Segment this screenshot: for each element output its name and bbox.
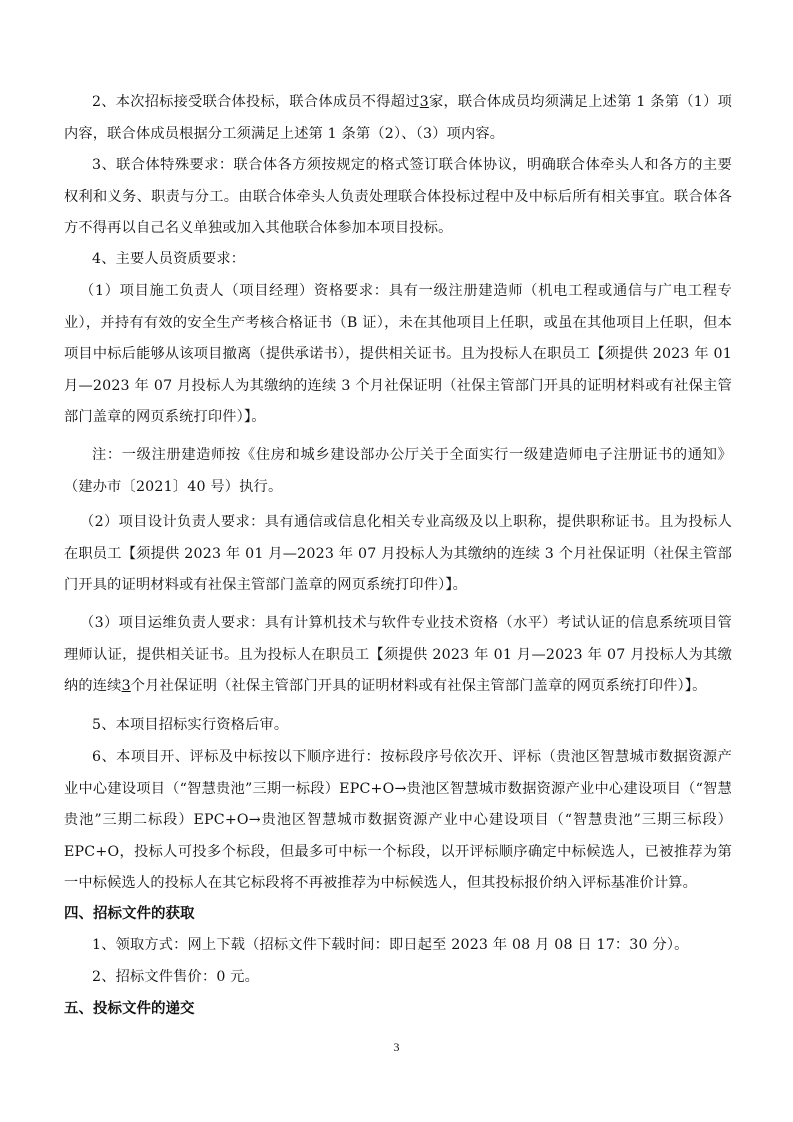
paragraph-ops-lead	[64, 608, 732, 703]
paragraph-bid-order: 6、本项目开、评标及中标按以下顺序进行：按标段序号依次开、评标（贵池区智慧城市数据资源产业中心建设项目（“智慧贵池”三期一标段）EPC+O→贵池区智慧城市数据资源产业中心建设项目（“智慧贵池”三期二标段）EPC+O→贵池区智慧城市数据资源产业中心建设项目（“智慧贵池”三期三标段）EPC+O，投标人可投多个标段，但最多可中标一个标段，以开评标顺序确定中标候选人，已被推荐为第一中标候选人的投标人在其它标段将不再被推荐为中标候选人，但其投标报价纳入评标基准价计算。	[64, 749, 732, 891]
section-heading-obtain-documents: 四、招标文件的获取	[64, 906, 195, 922]
underlined-number: 3	[121, 678, 131, 694]
paragraph-personnel-heading: 4、主要人员资质要求：	[92, 251, 246, 267]
paragraph-consortium-requirements: 3、联合体特殊要求：联合体各方须按规定的格式签订联合体协议，明确联合体牵头人和各方的主要权利和义务、职责与分工。由联合体牵头人负责处理联合体投标过程中及中标后所有相关事宜。联合体各方不得再以自己名义单独或加入其他联合体参加本项目投标。	[64, 157, 732, 236]
text-run: 2、本次招标接受联合体投标，联合体成员不得超过	[92, 94, 420, 110]
paragraph-download-method: 1、领取方式：网上下载（招标文件下载时间：即日起至 2023 年 08 月 08 日 17：30 分）。	[92, 937, 689, 953]
text-run: （3）项目运维负责人要求：具有计算机技术与软件专业技术资格（水平）考试认证的信息系统项目管理师认证，提供相关证书。且为投标人在职员工【须提供 2023 年 01 月—2023 年 07 月投标人为其缴纳的连续	[64, 615, 732, 694]
paragraph-consortium-limit	[64, 87, 732, 150]
paragraph-note: 注：一级注册建造师按《住房和城乡建设部办公厅关于全面实行一级建造师电子注册证书的通知》（建办市〔2021〕40 号）执行。	[64, 447, 732, 495]
text-run: 家，联合体成员均须满足上述第 1 条第（1）项内容，联合体成员根据分工须满足上述第 1 条第（2）、（3）项内容。	[64, 94, 732, 142]
underlined-number: 3	[419, 94, 429, 110]
page-number: 3	[393, 1040, 400, 1054]
paragraph-project-manager: （1）项目施工负责人（项目经理）资格要求：具有一级注册建造师（机电工程或通信与广电工程专业），并持有有效的安全生产考核合格证书（B 证），未在其他项目上任职，或虽在其他项目上任职，但本项目中标后能够从该项目撤离（提供承诺书），提供相关证书。且为投标人在职员工【须提供 2023 年 01 月—2023 年 07 月投标人为其缴纳的连续 3 个月社保证明（社保主管部门开具的证明材料或有社保主管部门盖章的网页系统打印件）】。	[64, 283, 732, 425]
paragraph-post-qualification: 5、本项目招标实行资格后审。	[92, 717, 289, 733]
paragraph-document-price: 2、招标文件售价：0 元。	[92, 969, 260, 985]
section-heading-submit-bids: 五、投标文件的递交	[64, 1001, 195, 1017]
text-run: 个月社保证明（社保主管部门开具的证明材料或有社保主管部门盖章的网页系统打印件）】。	[130, 678, 707, 694]
paragraph-design-lead: （2）项目设计负责人要求：具有通信或信息化相关专业高级及以上职称，提供职称证书。且为投标人在职员工【须提供 2023 年 01 月—2023 年 07 月投标人为其缴纳的连续 3 个月社保证明（社保主管部门开具的证明材料或有社保主管部门盖章的网页系统打印件）】。	[64, 514, 732, 593]
